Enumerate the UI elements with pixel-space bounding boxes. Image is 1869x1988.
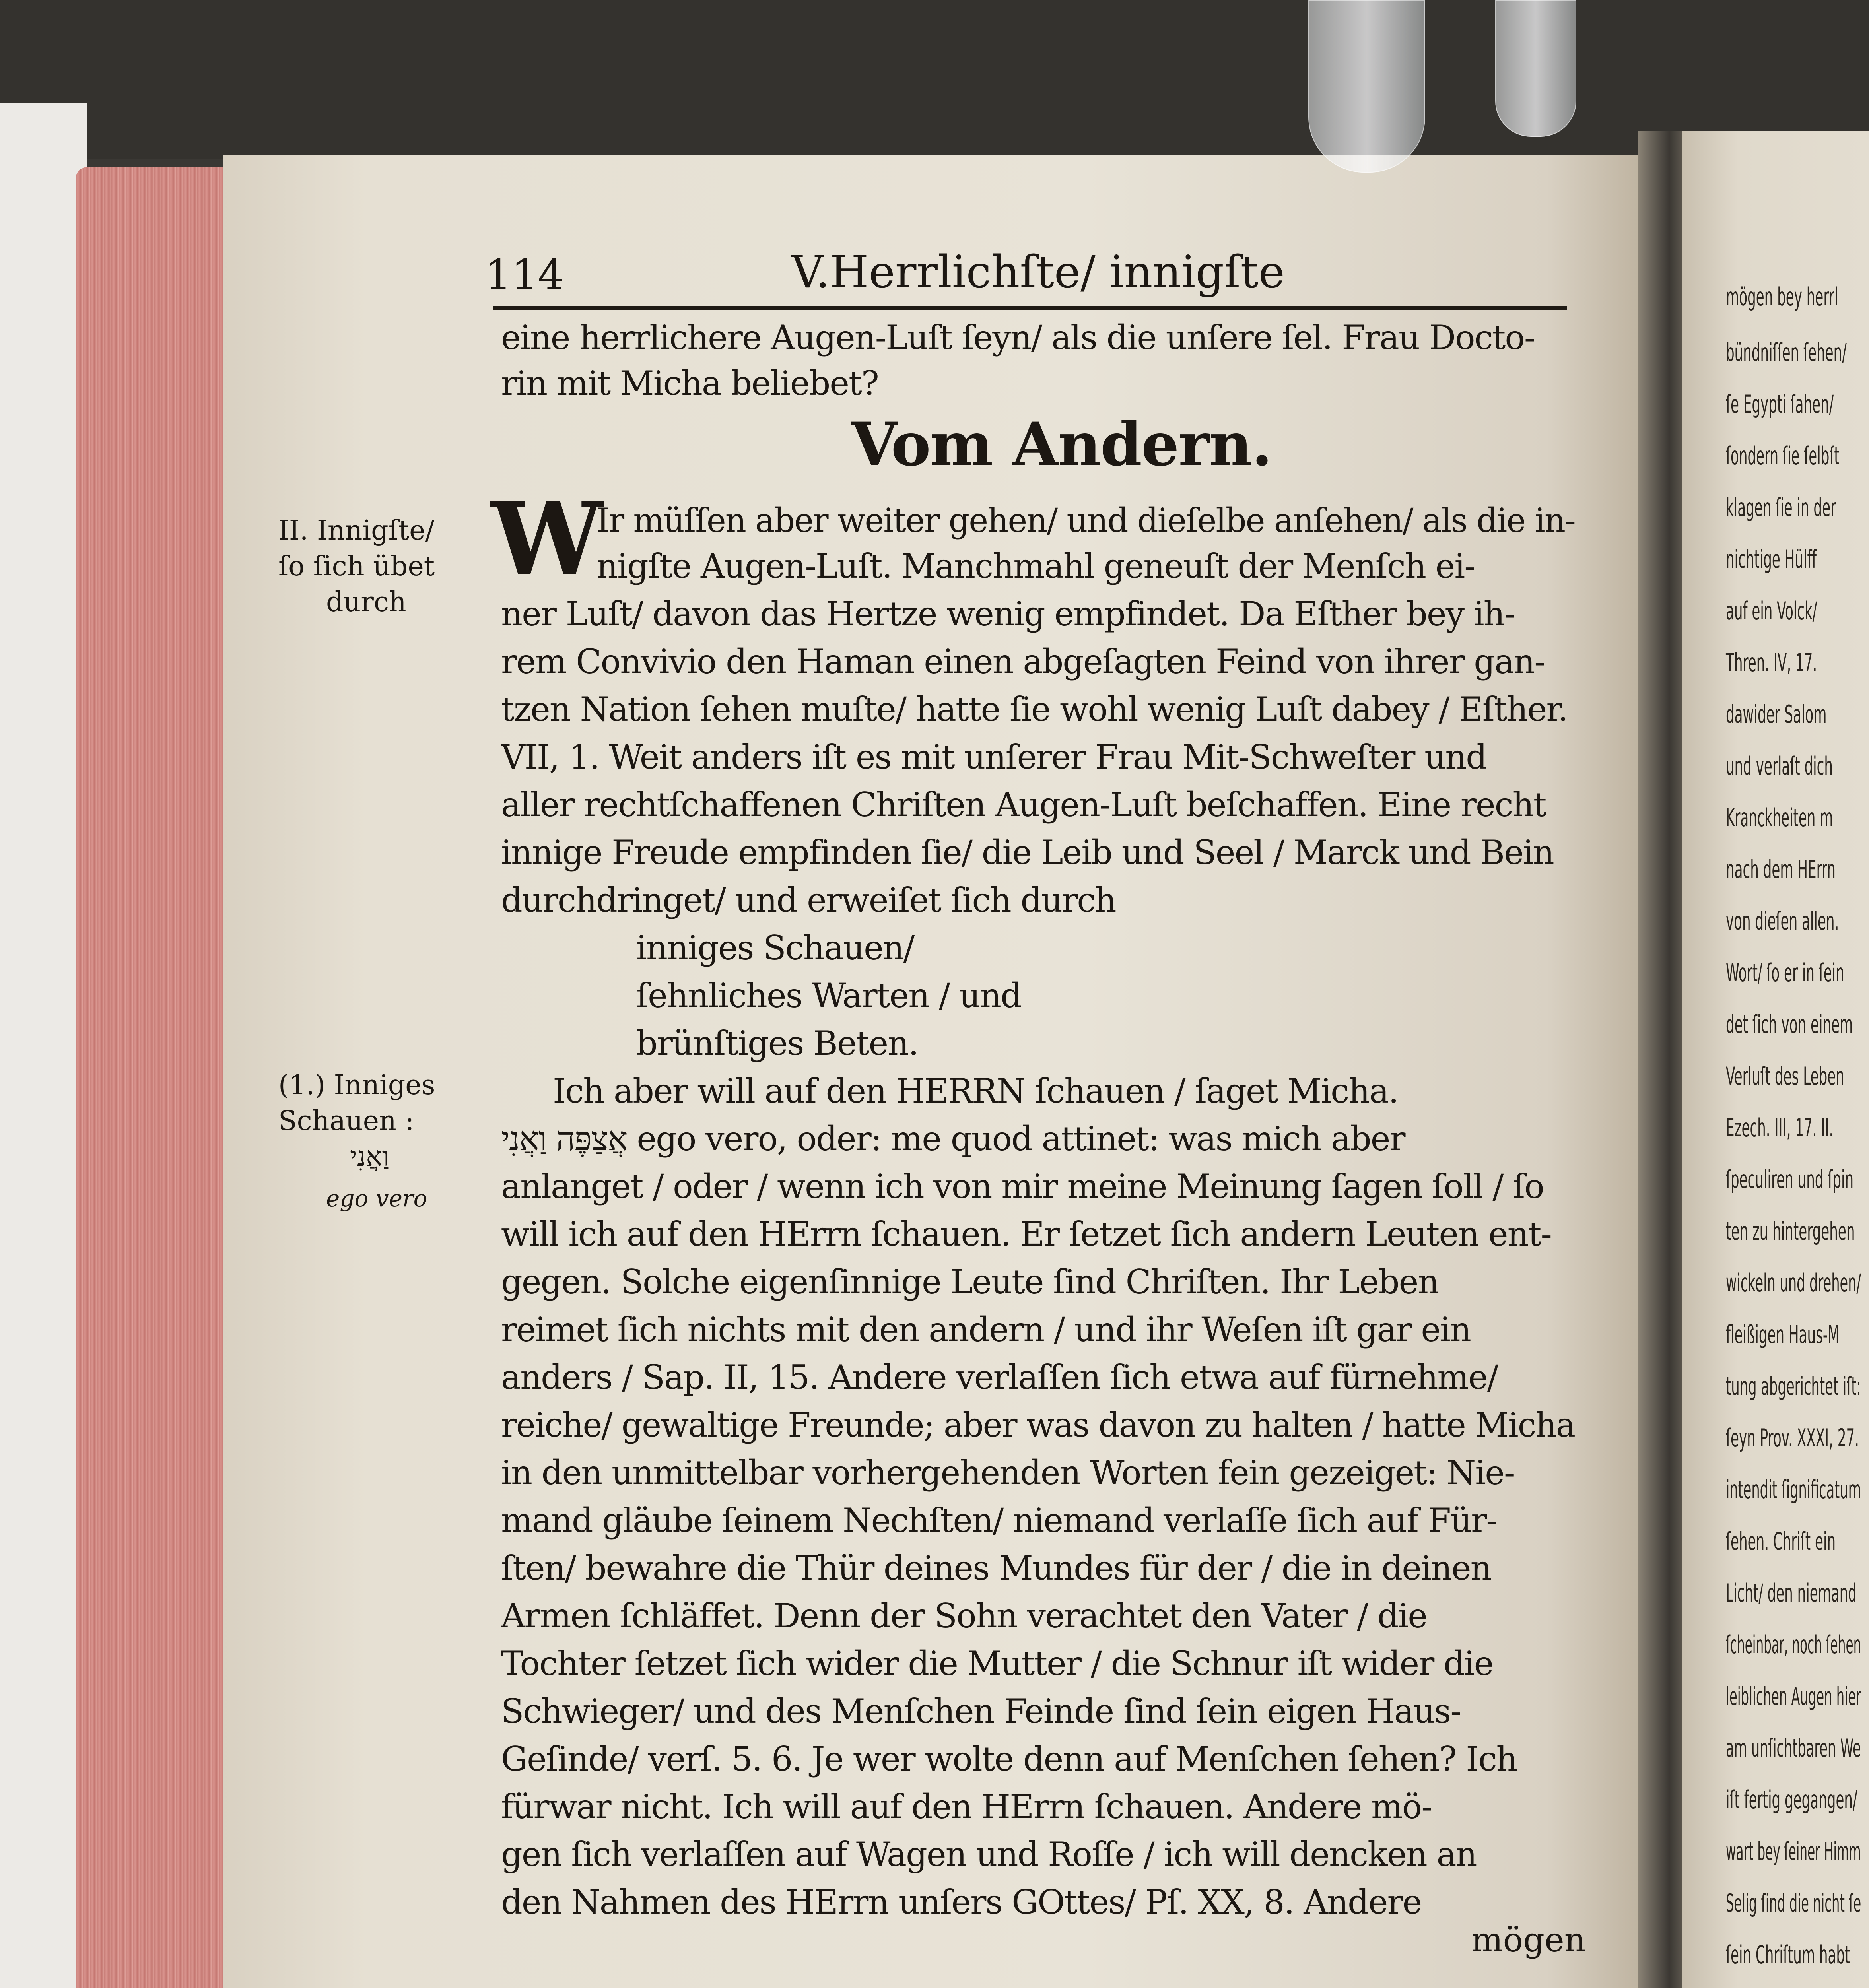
header-rule [493,306,1567,310]
text-line: Tochter ſetzet ſich wider die Mutter / die Schnur iſt wider die [501,1644,1493,1683]
text-line: gegen. Solche eigenſinnige Leute ſind Chriſten. Ihr Leben [501,1262,1439,1301]
text-line: in den unmittelbar vorhergehenden Worten fein gezeiget: Nie- [501,1453,1515,1492]
text-line: Ir müſſen aber weiter gehen/ und dieſelbe anſehen/ als die in- [596,501,1575,540]
text-line: אֲצַפֶּה וַאֲנִי ego vero, oder: me quod attinet: was mich aber [501,1119,1405,1158]
text-line: durchdringet/ und erweiſet ſich durch [501,881,1116,920]
running-title: V.Herrlichſte/ innigſte [791,247,1285,298]
text-line: aller rechtſchaffenen Chriſten Augen-Luſt beſchaffen. Eine recht [501,785,1546,824]
margin-note-line: II. Innigſte/ [278,515,435,546]
drop-cap: W [491,480,603,597]
list-item: inniges Schauen/ [636,928,914,967]
text-line: fürwar nicht. Ich will auf den HErrn ſchauen. Andere mö- [501,1787,1432,1826]
adjacent-line: Selig ſind die nicht ſe [1726,1889,1861,1918]
section-title: Vom Andern. [851,410,1272,480]
text-line: Geſinde/ verſ. 5. 6. Je wer wolte denn auf Menſchen ſehen? Ich [501,1740,1517,1778]
adjacent-line: bündniſſen ſehen/ [1726,338,1847,367]
adjacent-line: nichtige Hülff [1726,545,1817,574]
text-line: anlanget / oder / wenn ich von mir meine Meinung ſagen ſoll / ſo [501,1167,1544,1206]
adjacent-line: ſpeculiren und ſpin [1726,1165,1854,1194]
adjacent-line: von dieſen allen. [1726,907,1839,936]
adjacent-line: ſehen. Chriſt ein [1726,1527,1836,1556]
text-line: gen ſich verlaſſen auf Wagen und Roſſe / ich will dencken an [501,1835,1477,1874]
adjacent-line: Licht/ den niemand [1726,1578,1857,1607]
text-line: Armen ſchläffet. Denn der Sohn verachtet den Vater / die [501,1596,1427,1635]
adjacent-line: ſeyn Prov. XXXI, 27. [1726,1423,1859,1452]
text-line: eine herrlichere Augen-Luſt ſeyn/ als die unſere ſel. Frau Docto- [501,318,1535,357]
adjacent-line: Verluſt des Leben [1726,1062,1844,1091]
adjacent-line: ſein Chriſtum habt [1726,1940,1850,1969]
adjacent-line: nach dem HErrn [1726,855,1836,884]
adjacent-line: leiblichen Augen hier [1726,1682,1861,1711]
text-line: mand gläube ſeinem Nechſten/ niemand verlaſſe ſich auf Für- [501,1501,1497,1540]
margin-note-line: ſo ſich übet [278,551,435,582]
adjacent-line: iſt fertig gegangen/ [1726,1785,1857,1814]
list-item: brünſtiges Beten. [636,1024,918,1063]
adjacent-line: Ezech. III, 17. II. [1726,1113,1834,1142]
holding-strip [1495,0,1576,137]
text-line: rin mit Micha beliebet? [501,364,878,403]
text-line: ner Luſt/ davon das Hertze wenig empfindet. Da Eſther bey ih- [501,594,1515,633]
text-line: anders / Sap. II, 15. Andere verlaſſen ſich etwa auf fürnehme/ [501,1358,1498,1397]
catchword: mögen [1471,1920,1586,1959]
page-number: 114 [485,250,564,299]
text-line: nigſte Augen-Luſt. Manchmahl geneuſt der Menſch ei- [596,547,1475,586]
adjacent-line: mögen bey herrl [1726,282,1838,311]
margin-note-line: Schauen : [278,1105,414,1137]
adjacent-line: klagen ſie in der [1726,493,1836,522]
text-line: Schwieger/ und des Menſchen Feinde ſind ſein eigen Haus- [501,1692,1461,1731]
margin-note-line: ego vero [326,1185,427,1212]
adjacent-line: intendit ſignificatum [1726,1475,1861,1504]
adjacent-line: fleißigen Haus-M [1726,1320,1840,1349]
text-line: reiche/ gewaltige Freunde; aber was davon zu halten / hatte Micha [501,1406,1575,1444]
adjacent-line: det ſich von einem [1726,1010,1853,1039]
page-edge-red [76,167,227,1988]
margin-note-line: durch [326,586,406,618]
text-line: will ich auf den HErrn ſchauen. Er ſetzet ſich andern Leuten ent- [501,1215,1551,1254]
adjacent-line: und verlaſt dich [1726,751,1833,780]
adjacent-line: wart bey ſeiner Himm [1726,1837,1861,1866]
text-line: Ich aber will auf den HERRN ſchauen / ſaget Micha. [553,1072,1398,1110]
text-line: ſten/ bewahre die Thür deines Mundes für der / die in deinen [501,1549,1491,1588]
adjacent-line: ſe Egypti ſahen/ [1726,390,1834,419]
text-line: VII, 1. Weit anders iſt es mit unſerer Frau Mit-Schweſter und [501,738,1487,777]
adjacent-line: am unſichtbaren We [1726,1734,1861,1763]
adjacent-page [1682,131,1869,1988]
adjacent-line: Thren. IV, 17. [1726,648,1817,677]
adjacent-line: ſondern ſie ſelbſt [1726,441,1840,470]
text-line: rem Convivio den Haman einen abgeſagten Feind von ihrer gan- [501,642,1545,681]
holding-strip [1308,0,1425,173]
adjacent-line: wickeln und drehen/ [1726,1268,1861,1297]
list-item: ſehnliches Warten / und [636,976,1021,1015]
text-line: reimet ſich nichts mit den andern / und ihr Weſen iſt gar ein [501,1310,1471,1349]
margin-note-line: וַאֲנִי [350,1141,389,1173]
text-line: innige Freude empfinden ſie/ die Leib und Seel / Marck und Bein [501,833,1554,872]
adjacent-line: Wort/ ſo er in ſein [1726,958,1844,987]
margin-note-line: (1.) Inniges [278,1070,435,1101]
adjacent-line: Kranckheiten m [1726,803,1833,832]
adjacent-line: dawider Salom [1726,700,1827,729]
background-top [0,0,1869,159]
background-left [0,103,87,1988]
adjacent-line: auf ein Volck/ [1726,596,1817,625]
adjacent-line: ſcheinbar, noch ſehen [1726,1630,1861,1659]
text-line: den Nahmen des HErrn unſers GOttes/ Pſ. XX, 8. Andere [501,1883,1422,1922]
text-line: tzen Nation ſehen muſte/ hatte ſie wohl wenig Luſt dabey / Eſther. [501,690,1568,729]
adjacent-line: tung abgerichtet iſt: [1726,1372,1861,1401]
adjacent-line: ten zu hintergehen [1726,1217,1855,1246]
